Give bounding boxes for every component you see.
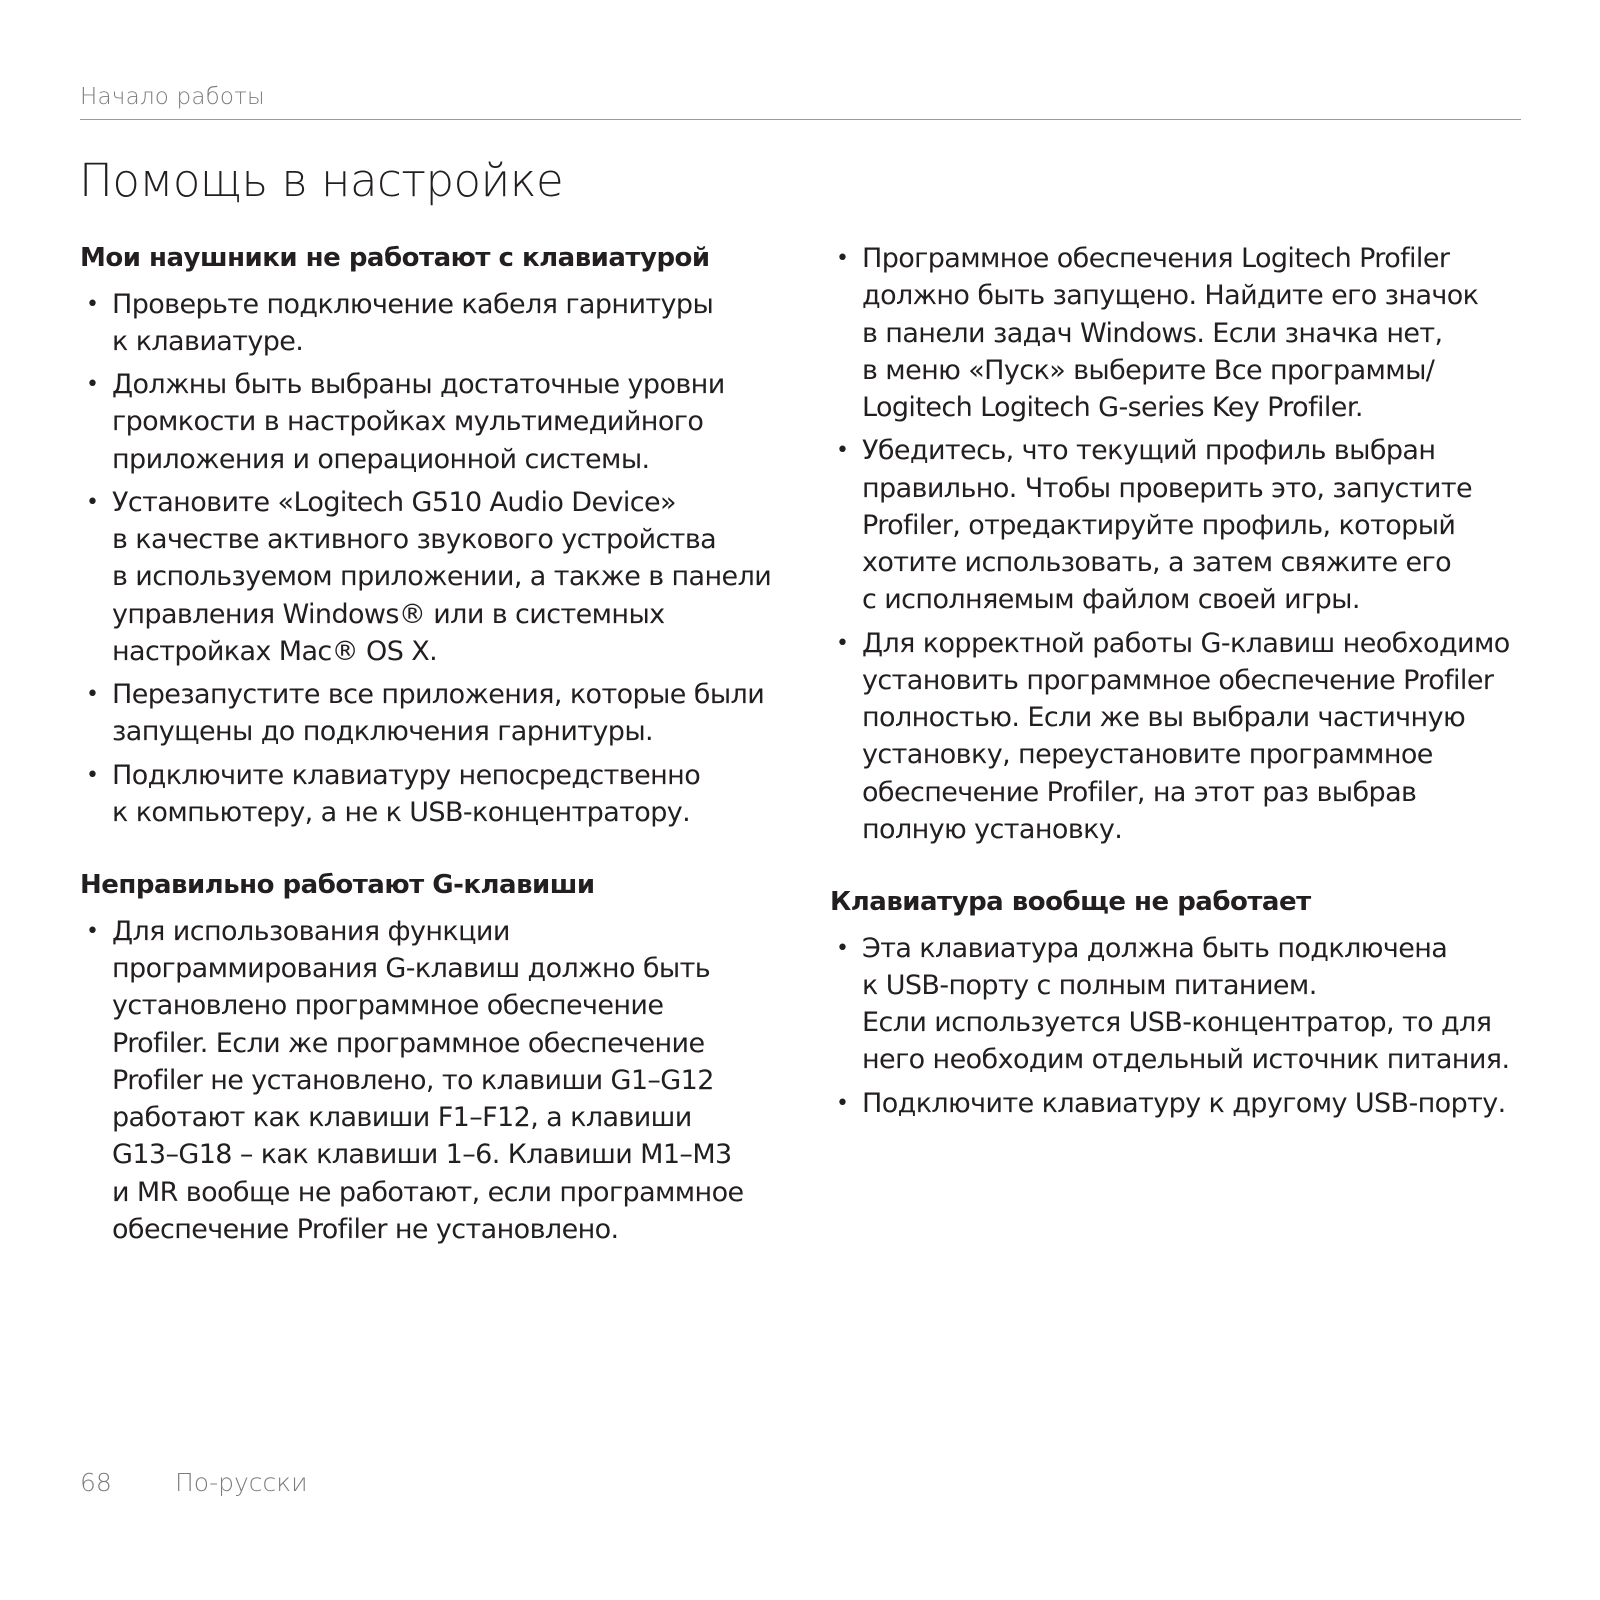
list-item <box>830 1085 1542 1122</box>
bullet-icon: • <box>836 438 849 464</box>
bullet-icon: • <box>86 682 99 708</box>
section-gap <box>80 837 780 867</box>
list-item-text: Подключите клавиатуру к другому USB-порту. <box>862 1087 1506 1119</box>
list-item-text: Убедитесь, что текущий профиль выбран правильно. Чтобы проверить это, запустите Profiler, отредактируйте профиль, который хотите использовать, а затем свяжите его с исполняемым файлом своей игры. <box>862 435 1472 616</box>
section-heading-keyboard: Клавиатура вообще не работает <box>830 887 1311 917</box>
bullet-icon: • <box>86 762 99 788</box>
list-item <box>80 484 780 670</box>
header-divider <box>80 119 1521 120</box>
list-item <box>80 913 780 1248</box>
list-item <box>80 366 780 478</box>
page-number: 68 <box>80 1468 112 1497</box>
list-item <box>830 432 1542 618</box>
right-column <box>830 240 1542 1128</box>
list-item <box>830 240 1542 426</box>
bullet-icon: • <box>836 630 849 656</box>
section-label: Начало работы <box>80 84 265 110</box>
list-item <box>830 930 1542 1079</box>
section-heading-headphones: Мои наушники не работают с клавиатурой <box>80 243 710 273</box>
bullet-icon: • <box>86 291 99 317</box>
list-item-text: Проверьте подключение кабеля гарнитуры к клавиатуре. <box>112 288 714 357</box>
section-gap <box>830 854 1542 884</box>
bullet-list-keyboard <box>830 930 1542 1122</box>
list-item <box>80 676 780 751</box>
left-column <box>80 240 780 1254</box>
bullet-icon: • <box>86 489 99 515</box>
list-item <box>830 625 1542 849</box>
footer-language: По-русски <box>175 1468 308 1497</box>
bullet-icon: • <box>836 246 849 271</box>
list-item <box>80 286 780 361</box>
list-item-text: Подключите клавиатуру непосредственно к компьютеру, а не к USB-концентратору. <box>112 759 701 828</box>
page-title: Помощь в настройке <box>79 154 564 207</box>
page-footer <box>80 1468 308 1497</box>
bullet-icon: • <box>836 935 849 961</box>
section-heading-gkeys: Неправильно работают G-клавиши <box>80 870 595 901</box>
list-item-text: Для корректной работы G-клавиш необходимо установить программное обеспечение Profiler полностью. Если же вы выбрали частичную установку, переустановите программное обеспечение Profiler, на этот раз выбрав полную установку. <box>862 627 1510 845</box>
bullet-list-headphones <box>80 286 780 832</box>
bullet-icon: • <box>86 918 99 944</box>
list-item-text: Программное обеспечения Logitech Profiler должно быть запущено. Найдите его значок в панели задач Windows. Если значка нет, в меню «Пуск» выберите Все программы/ Logitech Logitech G-series Key Profiler. <box>862 243 1479 423</box>
bullet-list-profiler <box>830 240 1542 848</box>
list-item <box>80 757 780 832</box>
bullet-list-gkeys <box>80 913 780 1248</box>
list-item-text: Установите «Logitech G510 Audio Device» в качестве активного звукового устройства в используемом приложении, а также в панели управления Windows® или в системных настройках Mac® OS X. <box>112 486 772 667</box>
list-item-text: Эта клавиатура должна быть подключена к USB-порту с полным питанием. Если используется USB-концентратор, то для него необходим отдельный источник питания. <box>862 932 1510 1076</box>
list-item-text: Для использования функции программирования G-клавиш должно быть установлено программное обеспечение Profiler. Если же программное обеспечение Profiler не установлено, то клавиши G1–G12 работают как клавиши F1–F12, а клавиши G13–G18 – как клавиши 1–6. Клавиши M1–M3 и MR вообще не работают, если программное обеспечение Profiler не установлено. <box>112 915 744 1245</box>
bullet-icon: • <box>86 372 99 398</box>
list-item-text: Должны быть выбраны достаточные уровни громкости в настройках мультимедийного приложения и операционной системы. <box>112 369 725 475</box>
bullet-icon: • <box>836 1090 849 1116</box>
list-item-text: Перезапустите все приложения, которые были запущены до подключения гарнитуры. <box>112 679 765 748</box>
